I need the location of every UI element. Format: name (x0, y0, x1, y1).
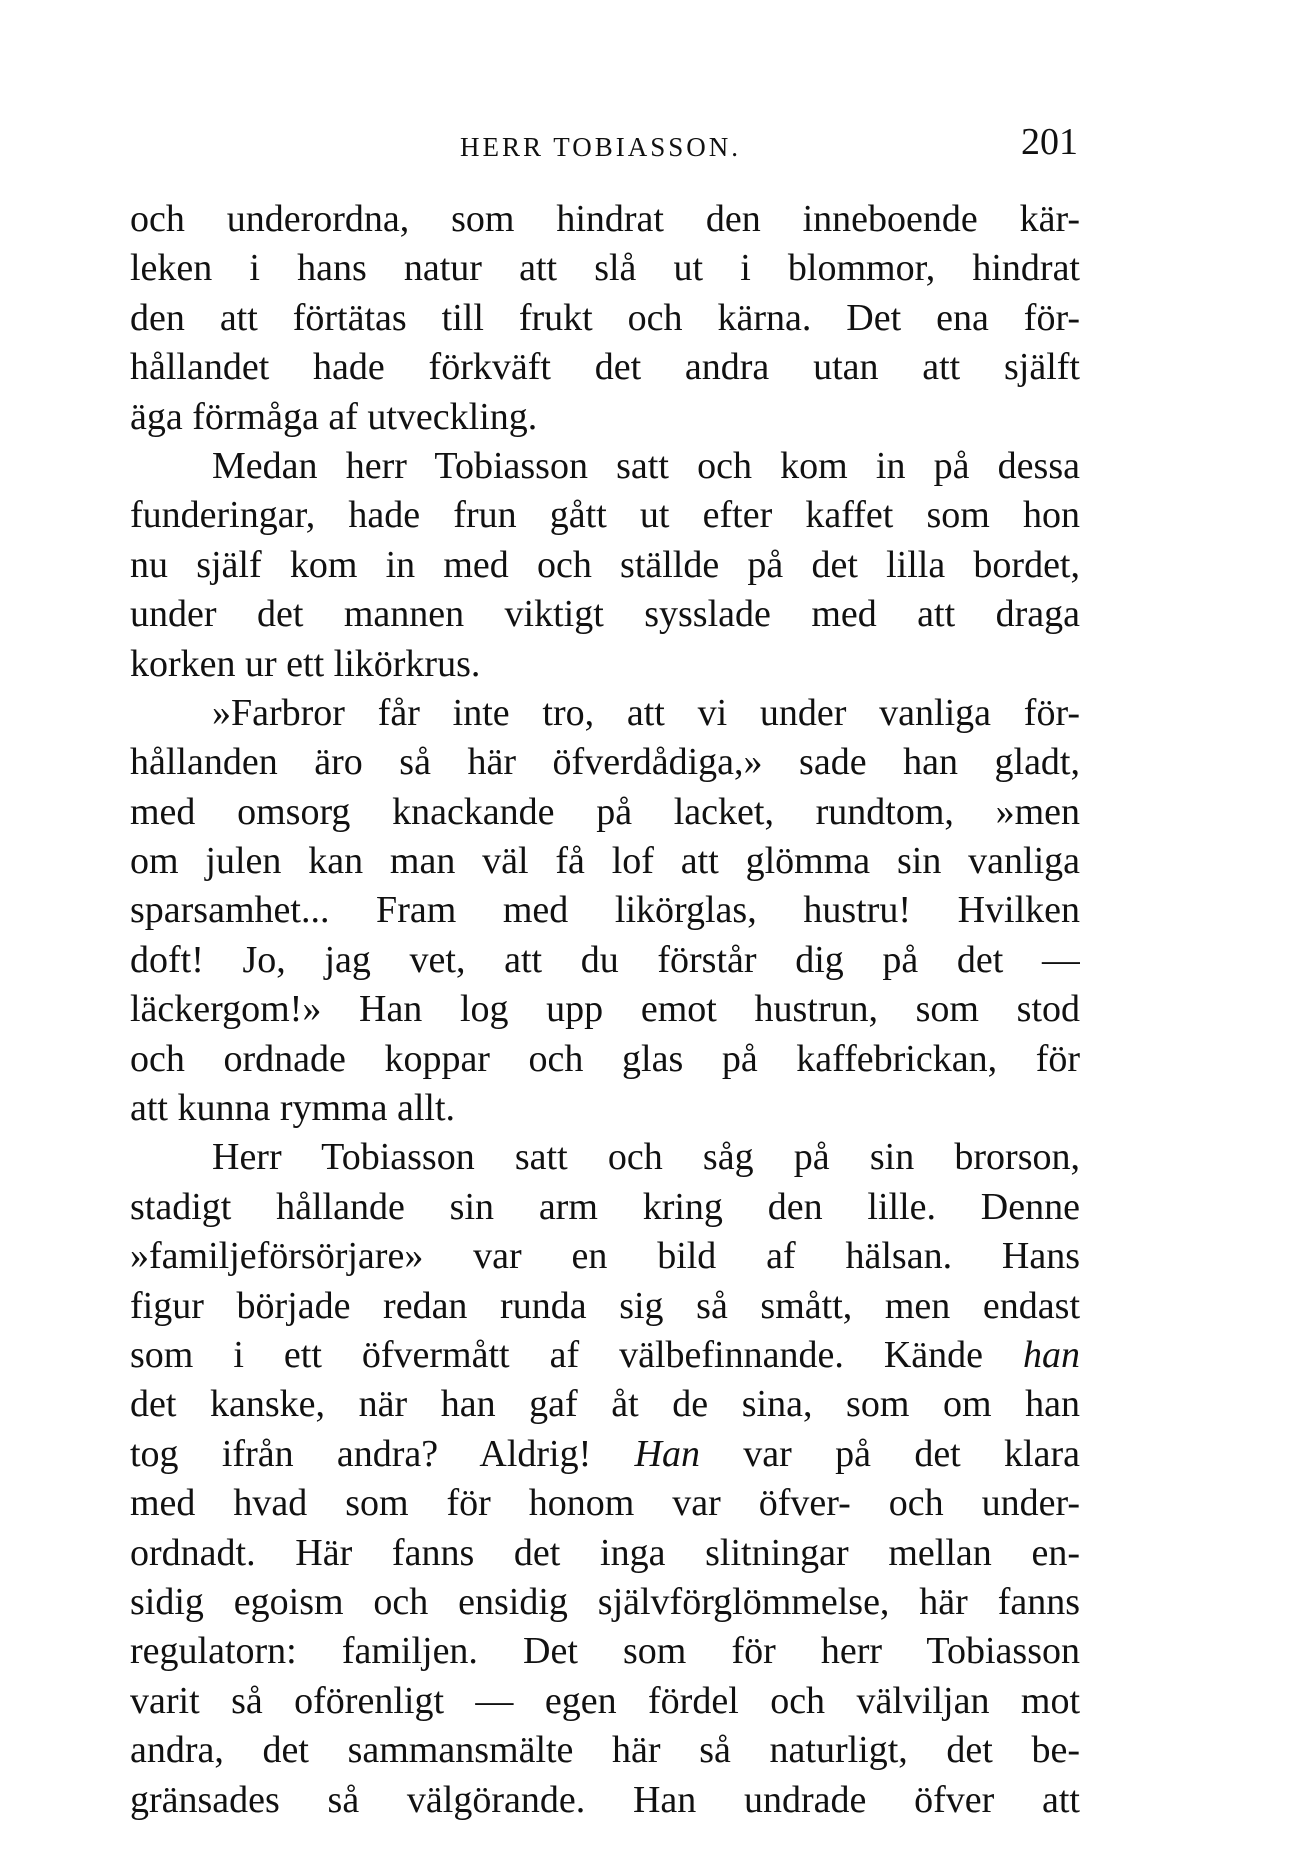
page-number: 201 (1021, 121, 1078, 163)
italic-word: han (1023, 1333, 1080, 1376)
text-line: hållanden äro så här öfverdådiga,» sade han gladt, (130, 741, 1080, 784)
text-line: läckergom!» Han log upp emot hustrun, som stod (130, 988, 1080, 1031)
running-title: HERR TOBIASSON. (460, 132, 742, 162)
text-line: sidig egoism och ensidig självförglömmelse, här fanns (130, 1580, 1080, 1623)
text-line: Herr Tobiasson satt och såg på sin brorson, (212, 1136, 1080, 1179)
text-line: med omsorg knackande på lacket, rundtom, »men (130, 790, 1080, 833)
text-line: korken ur ett likörkrus. (130, 642, 481, 685)
text-line: hållandet hade förkväft det andra utan att själft (130, 346, 1080, 389)
text-line: under det mannen viktigt sysslade med att draga (130, 593, 1080, 636)
text-line: det kanske, när han gaf åt de sina, som om han (130, 1383, 1080, 1426)
text-line: att kunna rymma allt. (130, 1087, 456, 1130)
text-line: med hvad som för honom var öfver- och under- (130, 1482, 1080, 1525)
running-head (130, 120, 1080, 170)
text-line: gränsades så välgörande. Han undrade öfver att (130, 1778, 1080, 1821)
text-line: varit så oförenligt — egen fördel och välviljan mot (130, 1679, 1080, 1722)
text-segment: tog ifrån andra? Aldrig! (130, 1432, 635, 1475)
text-segment: som i ett öfvermått af välbefinnande. Kände (130, 1333, 1023, 1376)
text-line: funderingar, hade frun gått ut efter kaffet som hon (130, 494, 1080, 537)
text-line: ordnadt. Här fanns det inga slitningar mellan en- (130, 1531, 1080, 1574)
text-line: den att förtätas till frukt och kärna. Det ena för- (130, 296, 1080, 339)
text-line: »Farbror får inte tro, att vi under vanliga för- (212, 691, 1080, 734)
text-line: Medan herr Tobiasson satt och kom in på dessa (212, 444, 1080, 487)
text-line: och underordna, som hindrat den inneboende kär- (130, 198, 1080, 240)
text-line-with-italic (130, 1331, 1080, 1380)
text-line: doft! Jo, jag vet, att du förstår dig på det — (130, 938, 1080, 981)
text-line: nu själf kom in med och ställde på det lilla bordet, (130, 543, 1080, 586)
text-line: stadigt hållande sin arm kring den lille. Denne (130, 1185, 1080, 1228)
text-line: äga förmåga af utveckling. (130, 395, 538, 438)
text-line-with-italic (130, 1430, 1080, 1479)
text-segment: var på det klara (700, 1432, 1080, 1475)
text-line: leken i hans natur att slå ut i blommor, hindrat (130, 247, 1080, 290)
text-line: »familjeförsörjare» var en bild af hälsan. Hans (130, 1235, 1080, 1278)
text-line: regulatorn: familjen. Det som för herr Tobiasson (130, 1630, 1080, 1673)
text-line: andra, det sammansmälte här så naturligt, det be- (130, 1729, 1080, 1772)
body-text (130, 195, 1080, 1825)
italic-word: Han (634, 1432, 700, 1475)
text-line: figur började redan runda sig så smått, men endast (130, 1284, 1080, 1327)
text-line: sparsamhet... Fram med likörglas, hustru! Hvilken (130, 889, 1080, 932)
text-line: och ordnade koppar och glas på kaffebrickan, för (130, 1037, 1080, 1080)
text-line: om julen kan man väl få lof att glömma sin vanliga (130, 840, 1080, 883)
